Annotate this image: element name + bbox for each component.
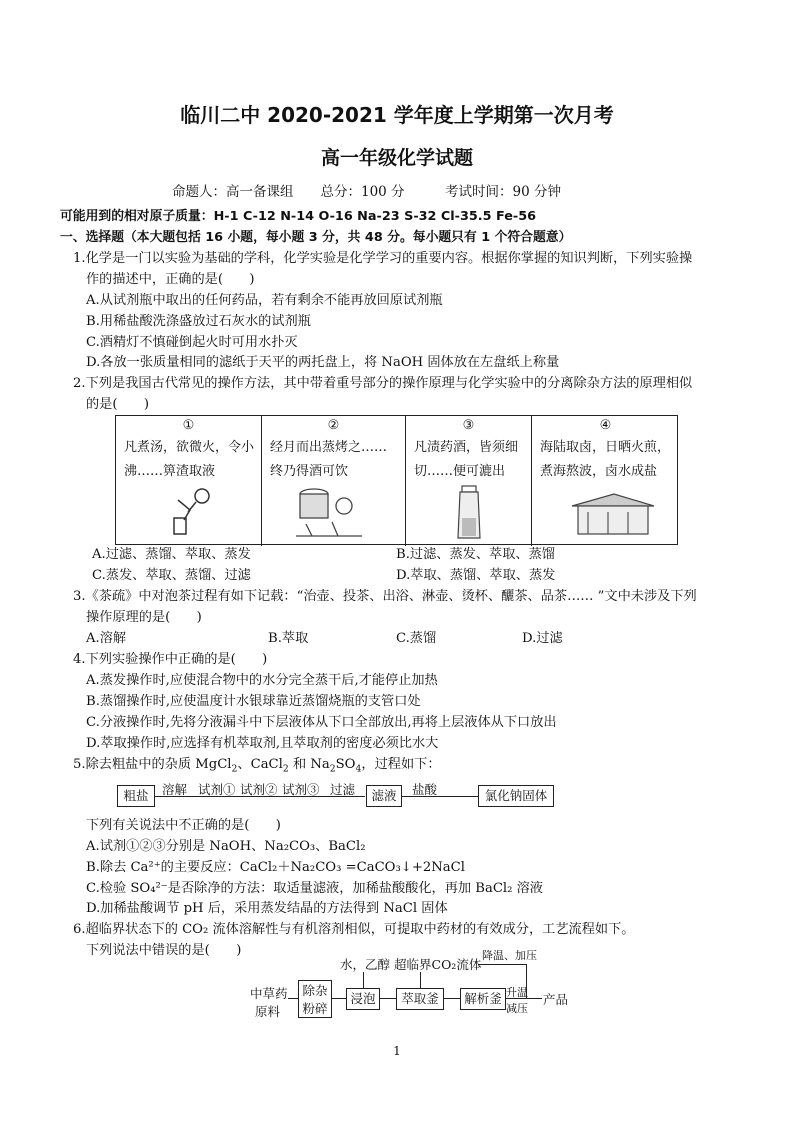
q4-option-d: D.萃取操作时,应选择有机萃取剂,且萃取剂的密度必须比水大 <box>86 736 439 751</box>
q4-option-c: C.分液操作时,先将分液漏斗中下层液体从下口全部放出,再将上层液体从下口放出 <box>86 715 557 730</box>
q6-top-solvents: 水，乙醇 <box>340 957 391 972</box>
q5-sub: 4 <box>355 763 362 775</box>
q6-box-separator: 解析釜 <box>460 988 506 1010</box>
q4-stem: 4.下列实验操作中正确的是( ) <box>73 652 268 667</box>
flow-line <box>332 998 346 999</box>
q2-cell-2-text: 经月而出蒸烤之……终乃得酒可饮 <box>270 440 388 479</box>
flow-line <box>420 972 421 988</box>
flow-step-3: 试剂② <box>240 782 278 797</box>
q5-option-d: D.加稀盐酸调节 pH 后，采用蒸发结晶的方法得到 NaCl 固体 <box>86 901 448 916</box>
q2-stem-line2: 的是( ) <box>86 397 150 412</box>
q2-cell-3 <box>406 416 532 546</box>
q5-stem-e: ，过程如下： <box>361 757 441 772</box>
q5-stem-d: SO <box>335 757 356 772</box>
q2-option-c: C.蒸发、萃取、蒸馏、过滤 <box>92 568 251 583</box>
q6-cond-cool: 降温、加压 <box>482 949 537 962</box>
flow-step-4: 试剂③ <box>282 782 320 797</box>
q5-option-c: C.检验 SO₄²⁻是否除净的方法：取适量滤液，加稀盐酸酸化，再加 BaCl₂ 溶液 <box>86 881 543 896</box>
q2-option-b: B.过滤、蒸发、萃取、蒸馏 <box>396 547 555 562</box>
flow-step-1: 溶解 <box>162 782 188 797</box>
flow-step-2: 试剂① <box>198 782 236 797</box>
flow-line <box>380 998 396 999</box>
flow-filtrate-box: 滤液 <box>366 785 402 807</box>
q2-cell-1 <box>116 416 262 546</box>
q1-option-c: C.酒精灯不慎碰倒起火时可用水扑灭 <box>86 335 298 350</box>
q1-stem-line1: 1.化学是一门以实验为基础的学科，化学实验是化学学习的重要内容。根据你掌握的知识判断，下列实验操 <box>73 251 693 266</box>
flow-line <box>363 972 364 988</box>
page-number: 1 <box>393 1044 401 1058</box>
q2-option-a: A.过滤、蒸馏、萃取、蒸发 <box>92 547 251 562</box>
q4-option-a: A.蒸发操作时,应使混合物中的水分完全蒸干后,才能停止加热 <box>86 673 438 688</box>
q3-option-b: B.萃取 <box>268 631 309 646</box>
q5-stem2: 下列有关说法中不正确的是( ) <box>86 818 281 833</box>
q2-cell-4 <box>532 416 679 546</box>
q6-product-label: 产品 <box>543 992 569 1007</box>
flow-line <box>478 964 526 965</box>
q6-box-extractor: 萃取釜 <box>396 988 444 1010</box>
q6-raw-label-2: 原料 <box>255 1004 281 1019</box>
q5-sub: 2 <box>282 763 289 775</box>
exam-meta: 命题人：高一备课组 总分：100 分 考试时间：90 分钟 <box>172 184 562 200</box>
q1-option-b: B.用稀盐酸洗涤盛放过石灰水的试剂瓶 <box>86 314 311 329</box>
q2-cell-3-text: 凡渍药酒，皆须细切……便可漉出 <box>414 440 519 479</box>
q2-cell-1-num: ① <box>182 418 195 433</box>
q3-option-d: D.过滤 <box>522 631 563 646</box>
distilling-barrel-icon <box>292 484 372 540</box>
q2-stem-line1: 2.下列是我国古代常见的操作方法，其中带着重号部分的操作原理与化学实验中的分离除杂方法的原理相似 <box>73 376 693 391</box>
flow-line <box>526 964 527 998</box>
q3-stem-line2: 操作原理的是( ) <box>86 610 202 625</box>
q1-option-a: A.从试剂瓶中取出的任何药品，若有剩余不能再放回原试剂瓶 <box>86 293 443 308</box>
q6-stem-line2: 下列说法中错误的是( ) <box>86 943 242 958</box>
flow-line <box>288 998 298 999</box>
q6-cond-depressurize: 减压 <box>506 1002 528 1015</box>
q5-sub: 2 <box>231 763 238 775</box>
section-heading: 一、选择题（本大题包括 16 小题，每小题 3 分，共 48 分。每小题只有 1 个符合题意） <box>60 230 572 245</box>
exam-title: 临川二中 2020-2021 学年度上学期第一次月考 <box>180 103 614 127</box>
q5-stem-b: 、CaCl <box>237 757 283 772</box>
flow-end-box: 氯化钠固体 <box>478 785 554 807</box>
q2-cell-4-num: ④ <box>599 418 612 433</box>
q5-sub: 2 <box>329 763 336 775</box>
q1-option-d: D.各放一张质量相同的滤纸于天平的两托盘上，将 NaOH 固体放在左盘纸上称量 <box>86 355 560 370</box>
q4-option-b: B.蒸馏操作时,应使温度计水银球靠近蒸馏烧瓶的支管口处 <box>86 694 421 709</box>
q2-cell-1-text: 凡煮汤，欲微火，令小沸……箅渣取液 <box>124 440 255 479</box>
q5-stem-a: 5.除去粗盐中的杂质 MgCl <box>73 757 232 772</box>
q6-stem-line1: 6.超临界状态下的 CO₂ 流体溶解性与有机溶剂相似，可提取中药材的有效成分，工艺流程如下。 <box>73 922 635 937</box>
q6-box-purify-line2: 粉碎 <box>302 1001 328 1016</box>
q3-stem-line1: 3.《茶疏》中对泡茶过程有如下记载：“治壶、投茶、出浴、淋壶、烫杯、釃茶、品茶…… ”文中未涉及下列 <box>73 589 697 604</box>
medicine-jar-icon <box>450 482 490 542</box>
q5-option-b: B.除去 Ca²⁺的主要反应：CaCl₂＋Na₂CO₃ =CaCO₃↓+2NaCl <box>86 860 465 875</box>
q2-cell-2 <box>262 416 406 546</box>
q6-raw-label-1: 中草药 <box>250 986 288 1001</box>
q2-cell-4-text: 海陆取卤，日晒火煎，煮海熬波，卤水成盐 <box>540 440 671 479</box>
flow-step-5: 过滤 <box>330 782 356 797</box>
salt-boiling-scene-icon <box>568 490 658 540</box>
flow-line <box>444 998 460 999</box>
q5-stem-c: 和 Na <box>288 757 330 772</box>
q6-box-soak: 浸泡 <box>346 988 380 1010</box>
q5-stem <box>73 755 441 780</box>
q6-top-co2: 超临界CO₂流体 <box>394 957 482 972</box>
q1-stem-line2: 作的描述中，正确的是( ) <box>86 272 255 287</box>
q2-cell-2-num: ② <box>327 418 340 433</box>
exam-subtitle: 高一年级化学试题 <box>320 147 473 169</box>
atomic-masses: 可能用到的相对原子质量：H-1 C-12 N-14 O-16 Na-23 S-32 Cl-35.5 Fe-56 <box>60 209 537 224</box>
q2-cell-3-num: ③ <box>462 418 475 433</box>
q6-box-purify-line1: 除杂 <box>302 983 328 998</box>
q6-cond-heat: 升温 <box>506 986 528 999</box>
q2-option-d: D.萃取、蒸馏、萃取、蒸发 <box>396 568 556 583</box>
q2-table <box>115 415 678 545</box>
filtering-apparatus-icon <box>160 486 220 536</box>
flow-step-6: 盐酸 <box>412 782 438 797</box>
flow-start-box: 粗盐 <box>117 785 155 807</box>
q5-option-a: A.试剂①②③分别是 NaOH、Na₂CO₃、BaCl₂ <box>86 839 366 854</box>
q3-option-c: C.蒸馏 <box>396 631 437 646</box>
q6-box-purify <box>298 980 332 1018</box>
q3-option-a: A.溶解 <box>86 631 127 646</box>
